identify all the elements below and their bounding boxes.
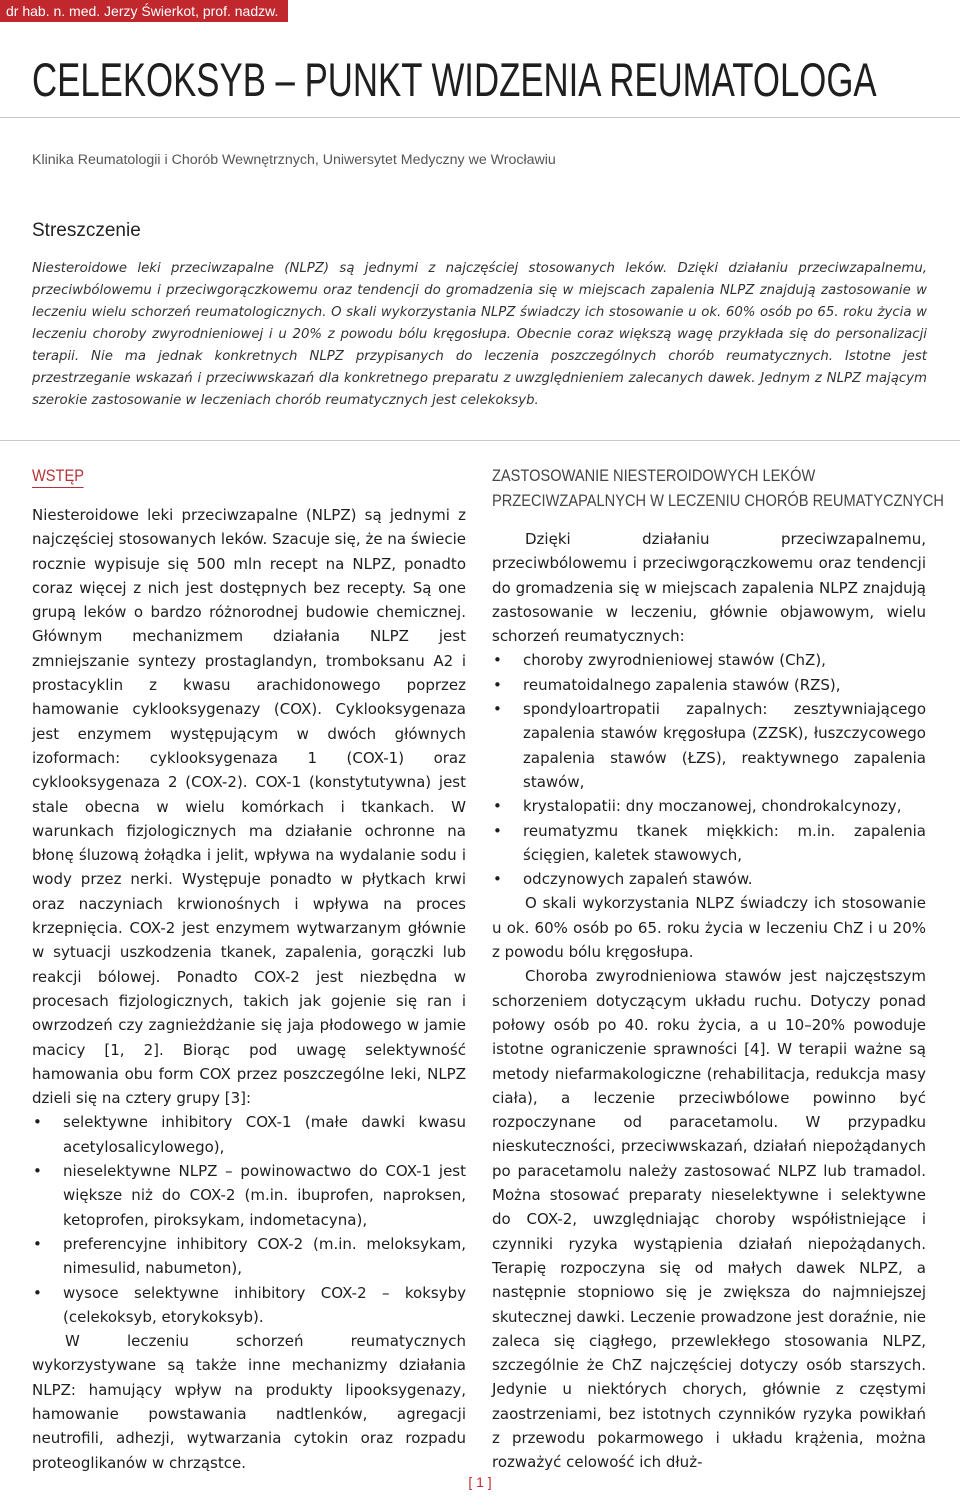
rheumatic-diseases-list <box>492 648 926 891</box>
list-item: • wysoce selektywne inhibitory COX-2 – koksyby (celekoksyb, etorykoksyb). <box>32 1281 466 1330</box>
paragraph: O skali wykorzystania NLPZ świadczy ich stosowanie u ok. 60% osób po 65. roku życia w leczeniu ChZ i u 20% z powodu bólu kręgosłupa. <box>492 894 926 962</box>
left-column <box>32 463 466 1475</box>
list-item: • odczynowych zapaleń stawów. <box>492 867 926 891</box>
list-item: • reumatoidalnego zapalenia stawów (RZS), <box>492 673 926 697</box>
list-item: • nieselektywne NLPZ – powinowactwo do COX-1 jest większe niż do COX-2 (m.in. ibuprofen, naproksen, ketoprofen, piroksykam, indometacyna), <box>32 1159 466 1232</box>
list-item: • choroby zwyrodnieniowej stawów (ChZ), <box>492 648 926 672</box>
author-tag: dr hab. n. med. Jerzy Świerkot, prof. nadzw. <box>0 0 288 22</box>
list-item: • krystalopatii: dny moczanowej, chondrokalcynozy, <box>492 794 926 818</box>
cox-groups-list <box>32 1110 466 1329</box>
section-heading-introduction: WSTĘP <box>32 463 405 488</box>
paragraph: W leczeniu schorzeń reumatycznych wykorzystywane są także inne mechanizmy działania NLPZ: hamujący wpływ na produkty lipooksygenazy, hamowanie powstawania nadtlenków, agregacji neutrofili, adhezji, wytwarzania cytokin oraz rozpadu proteoglikanów w chrząstce. <box>32 1332 466 1472</box>
affiliation: Klinika Reumatologii i Chorób Wewnętrznych, Uniwersytet Medyczny we Wrocławiu <box>32 152 556 168</box>
paragraph: Dzięki działaniu przeciwzapalnemu, przeciwbólowemu i przeciwgorączkowemu oraz tendencji do gromadzenia się w miejscach zapalenia NLPZ znajdują zastosowanie w leczeniu, głównie objawowym, wielu schorzeń reumatycznych: <box>492 530 926 646</box>
list-item: • spondyloartropatii zapalnych: zesztywniającego zapalenia stawów kręgosłupa (ZZSK), łuszczycowego zapalenia stawów (ŁZS), reaktywnego zapalenia stawów, <box>492 697 926 794</box>
abstract-rule <box>0 440 960 441</box>
paragraph: Choroba zwyrodnieniowa stawów jest najczęstszym schorzeniem dotyczącym układu ruchu. Dotyczy ponad połowy osób po 40. roku życia, a u 10–20% powoduje istotne ograniczenie sprawności [4]. W terapii ważne są metody niefarmakologiczne (rehabilitacja, redukcja masy ciała), a leczenie przeciwbólowe powinno być rozpoczynane od paracetamolu. W przypadku nieskuteczności, przeciwwskazań, działań niepożądanych po paracetamolu należy zastosować NLPZ lub tramadol. Można stosować preparaty nieselektywne i selektywne do COX-2, uwzględniając choroby współistniejące i czynniki ryzyka wystąpienia działań niepożądanych. Terapię rozpoczyna się od małych dawek NLPZ, a następnie stopniowo się je zwiększa do najmniejszej skutecznej dawki. Leczenie prowadzone jest doraźnie, nie zaleca się ciągłego, przewlekłego stosowania NLPZ, szczególnie że ChZ najczęściej dotyczy osób starszych. Jedynie u niektórych chorych, głównie z częstymi zaostrzeniami, bez istotnych czynników ryzyka powikłań z przewodu pokarmowego i układu krążenia, można rozważyć celowość ich dłuż- <box>492 967 926 1472</box>
right-column <box>492 463 944 1475</box>
page-number: [ 1 ] <box>468 1474 492 1490</box>
paragraph: Niesteroidowe leki przeciwzapalne (NLPZ) są jednymi z najczęściej stosowanych leków. Szacuje się, że na świecie rocznie wypisuje się 500 mln recept na NLPZ, ponadto coraz więcej z nich jest dostępnych bez recepty. Są one grupą leków o bardzo różnorodnej budowie chemicznej. Głównym mechanizmem działania NLPZ jest zmniejszanie syntezy prostaglandyn, tromboksanu A2 i prostacyklin z kwasu arachidonowego poprzez hamowanie cyklooksygenazy (COX). Cyklooksygenaza jest enzymem występującym w dwóch głównych izoformach: cyklooksygenaza 1 (COX-1) oraz cyklooksygenaza 2 (COX-2). COX-1 (konstytutywna) jest stale obecna w wielu komórkach i tkankach. W warunkach fizjologicznych ma działanie ochronne na błonę śluzową żołądka i jelit, wpływa na wydalanie sodu i wody przez nerki. Występuje ponadto w płytkach krwi oraz naczyniach krwionośnych i wpływa na proces krzepnięcia. COX-2 jest enzymem wytwarzanym głównie w sytuacji uszkodzenia tkanek, zapalenia, gorączki lub reakcji bólowej. Ponadto COX-2 jest niezbędna w procesach fizjologicznych, takich jak gojenie się ran i owrzodzeń czy zagnieżdżanie się jaja płodowego w jamie macicy [1, 2]. Biorąc pod uwagę selektywność hamowania obu form COX przez poszczególne leki, NLPZ dzieli się na cztery grupy [3]: <box>32 506 466 1108</box>
section-heading-line1: ZASTOSOWANIE NIESTEROIDOWYCH LEKÓW <box>492 466 816 485</box>
title-rule <box>0 117 960 118</box>
list-item: • reumatyzmu tkanek miękkich: m.in. zapalenia ścięgien, kaletek stawowych, <box>492 819 926 868</box>
abstract-text: Niesteroidowe leki przeciwzapalne (NLPZ) są jednymi z najczęściej stosowanych leków. Dzięki działaniu przeciwzapalnemu, przeciwbólowemu i przeciwgorączkowemu oraz tendencji do gromadzenia się w miejscach zapalenia NLPZ znajdują zastosowanie w leczeniu wielu schorzeń reumatologicznych. O skali wykorzystania NLPZ świadczy ich stosowanie u ok. 60% osób po 65. roku życia w leczeniu choroby zwyrodnieniowej i u 20% z powodu bólu kręgosłupa. Obecnie coraz większą wagę przykłada się do personalizacji terapii. Nie ma jednak konkretnych NLPZ przypisanych do leczenia poszczególnych chorób reumatycznych. Istotne jest przestrzeganie wskazań i przeciwwskazań dla konkretnego preparatu z uwzględnieniem zalecanych dawek. Jednym z NLPZ mającym szerokie zastosowanie w leczeniach chorób reumatycznych jest celekoksyb. <box>32 261 927 408</box>
section-heading-line2: PRZECIWZAPALNYCH W LECZENIU CHORÓB REUMATYCZNYCH <box>492 491 944 510</box>
list-item: • preferencyjne inhibitory COX-2 (m.in. meloksykam, nimesulid, nabumeton), <box>32 1232 466 1281</box>
abstract-heading: Streszczenie <box>32 220 141 241</box>
article-title: CELEKOKSYB – PUNKT WIDZENIA REUMATOLOGA <box>32 53 877 106</box>
list-item: • selektywne inhibitory COX-1 (małe dawki kwasu acetylosalicylowego), <box>32 1110 466 1159</box>
